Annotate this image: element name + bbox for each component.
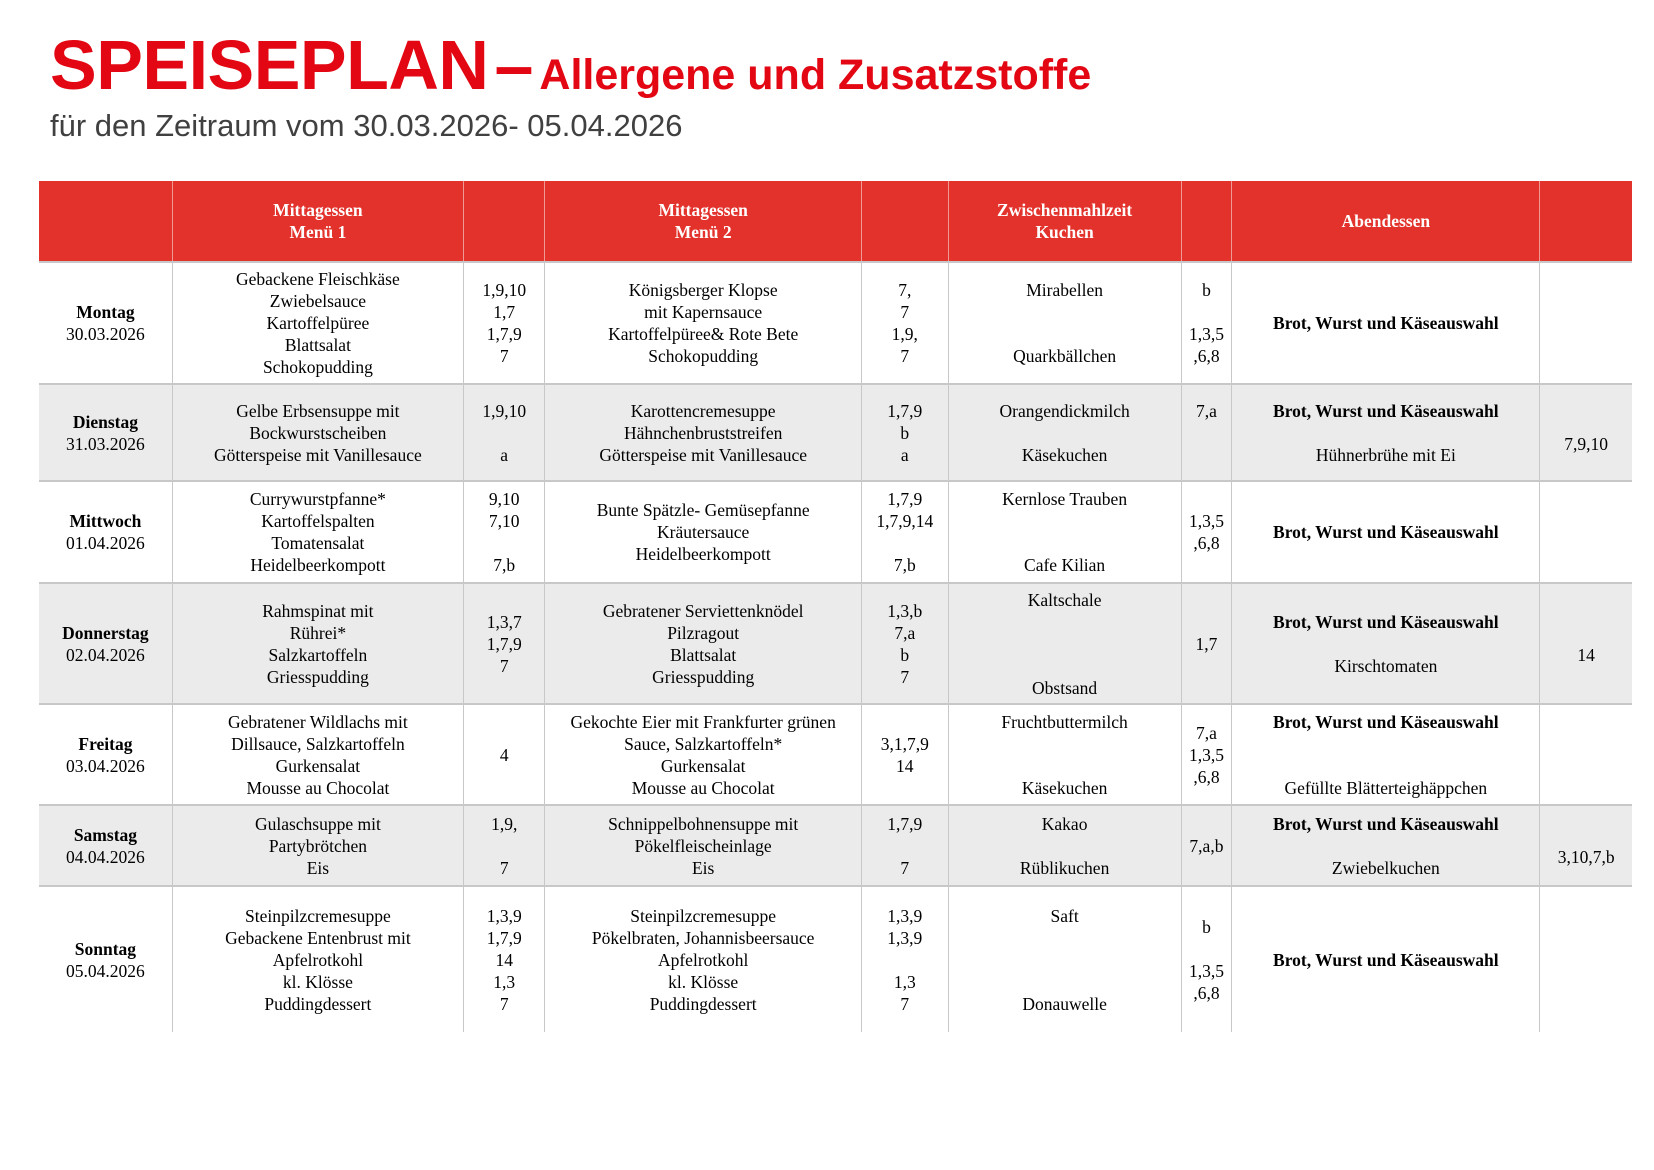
menu2-cell bbox=[545, 704, 861, 805]
menu1-codes-line: 7,b bbox=[493, 555, 516, 575]
menu1-codes-cell bbox=[463, 704, 545, 805]
menu1-line: Rührei* bbox=[289, 622, 347, 643]
menu2-cell bbox=[545, 481, 861, 583]
snack-cell bbox=[948, 583, 1181, 704]
menu2-line: Griesspudding bbox=[652, 666, 755, 687]
snack-codes-line bbox=[1186, 444, 1228, 466]
menu2-codes-cell bbox=[861, 481, 948, 583]
snack-codes-line: b bbox=[1202, 280, 1211, 300]
menu2-codes-line: 1,3,b bbox=[887, 600, 923, 621]
table-body bbox=[39, 262, 1632, 1032]
menu1-line: Bockwurstscheiben bbox=[249, 422, 387, 443]
snack-line bbox=[953, 733, 1177, 755]
menu2-line: kl. Klösse bbox=[668, 971, 739, 992]
menu2-line: Heidelbeerkompott bbox=[635, 544, 771, 564]
menu2-codes-cell bbox=[861, 805, 948, 886]
menu1-line: Tomatensalat bbox=[271, 533, 365, 553]
snack-cell bbox=[948, 384, 1181, 481]
snack-line bbox=[953, 611, 1177, 633]
dinner-line: Hühnerbrühe mit Ei bbox=[1315, 444, 1456, 465]
menu1-codes-cell bbox=[463, 481, 545, 583]
day-date: 04.04.2026 bbox=[66, 846, 145, 867]
dinner-codes-line: 3,10,7,b bbox=[1557, 846, 1615, 867]
menu1-codes-line bbox=[468, 422, 541, 444]
dinner-line: Brot, Wurst und Käseauswahl bbox=[1273, 949, 1499, 970]
snack-cell bbox=[948, 704, 1181, 805]
snack-cell bbox=[948, 805, 1181, 886]
menu1-codes-cell bbox=[463, 384, 545, 481]
menu2-line: mit Kapernsauce bbox=[644, 302, 763, 322]
dinner-codes-cell bbox=[1540, 583, 1632, 704]
menu1-line: Heidelbeerkompott bbox=[250, 555, 386, 575]
menu2-codes-line bbox=[866, 835, 944, 857]
dinner-line: Gefüllte Blätterteighäppchen bbox=[1284, 777, 1488, 798]
menu1-line: Gebratener Wildlachs mit bbox=[228, 711, 408, 732]
menu1-codes-line: 1,3 bbox=[493, 971, 516, 992]
snack-line: Kernlose Trauben bbox=[1002, 489, 1128, 509]
dinner-codes-cell bbox=[1540, 886, 1632, 1032]
snack-codes-line bbox=[1186, 301, 1228, 323]
header-dinner-codes bbox=[1540, 181, 1632, 262]
header-menu1-line2: Menü 1 bbox=[289, 222, 347, 242]
header-menu1-codes bbox=[463, 181, 545, 262]
snack-codes-line: 7,a bbox=[1195, 722, 1217, 743]
menu1-codes-line: 1,3,7 bbox=[486, 611, 522, 632]
menu2-line: Gekochte Eier mit Frankfurter grünen bbox=[570, 711, 836, 732]
menu1-line: kl. Klösse bbox=[282, 971, 353, 992]
snack-codes-line: 1,3,5 bbox=[1188, 744, 1224, 765]
title-block bbox=[50, 26, 1092, 144]
day-cell bbox=[39, 704, 172, 805]
menu2-line: Hähnchenbruststreifen bbox=[623, 422, 783, 443]
snack-codes-cell bbox=[1181, 583, 1232, 704]
header-day bbox=[39, 181, 172, 262]
menu1-codes-line: 1,9, bbox=[491, 813, 518, 834]
menu2-line: Puddingdessert bbox=[649, 993, 757, 1014]
snack-codes-cell bbox=[1181, 886, 1232, 1032]
menu1-line: Partybrötchen bbox=[268, 835, 367, 856]
menu1-line: Gulaschsuppe mit bbox=[254, 813, 381, 834]
menu1-line: Gebackene Entenbrust mit bbox=[225, 927, 411, 948]
snack-line bbox=[953, 655, 1177, 677]
menu-table bbox=[39, 181, 1632, 1032]
snack-line: Obstsand bbox=[1032, 677, 1098, 698]
menu2-cell bbox=[545, 886, 861, 1032]
day-name: Samstag bbox=[73, 824, 138, 845]
menu2-cell bbox=[545, 262, 861, 384]
snack-line: Quarkbällchen bbox=[1013, 346, 1117, 366]
menu1-line: Griesspudding bbox=[266, 666, 369, 687]
menu1-line: Götterspeise mit Vanillesauce bbox=[214, 444, 422, 465]
snack-line bbox=[953, 927, 1177, 949]
dinner-cell bbox=[1232, 262, 1540, 384]
menu1-cell bbox=[172, 262, 463, 384]
table-row bbox=[39, 886, 1632, 1032]
menu2-line: Apfelrotkohl bbox=[657, 949, 749, 970]
menu2-codes-line: 7 bbox=[900, 993, 910, 1014]
snack-codes-line: ,6,8 bbox=[1193, 533, 1220, 553]
snack-line: Cafe Kilian bbox=[1024, 555, 1106, 575]
menu2-codes-line: 7 bbox=[900, 346, 910, 366]
menu2-cell bbox=[545, 384, 861, 481]
menu1-cell bbox=[172, 704, 463, 805]
period-text: für den Zeitraum vom 30.03.2026- 05.04.2026 bbox=[50, 108, 683, 143]
menu2-codes-line: 7,a bbox=[894, 622, 916, 643]
header-menu2-line1: Mittagessen bbox=[658, 200, 748, 220]
dinner-codes-line bbox=[1544, 622, 1628, 644]
menu2-codes-line: 7 bbox=[900, 666, 910, 687]
menu2-line: Gebratener Serviettenknödel bbox=[602, 600, 804, 621]
menu1-codes-line: a bbox=[500, 444, 509, 465]
header-snack-codes bbox=[1181, 181, 1232, 262]
dinner-line bbox=[1236, 755, 1535, 777]
dinner-codes-cell bbox=[1540, 481, 1632, 583]
title-line bbox=[50, 26, 1092, 104]
dinner-line bbox=[1236, 733, 1535, 755]
header-menu1 bbox=[172, 181, 463, 262]
table-row bbox=[39, 384, 1632, 481]
snack-line bbox=[953, 755, 1177, 777]
dinner-codes-cell bbox=[1540, 805, 1632, 886]
menu1-codes-line: 7,10 bbox=[488, 511, 520, 531]
snack-codes-line: 1,3,5 bbox=[1188, 324, 1224, 344]
day-cell bbox=[39, 583, 172, 704]
snack-codes-line: ,6,8 bbox=[1193, 982, 1220, 1003]
snack-line bbox=[953, 301, 1177, 323]
menu2-line: Schnippelbohnensuppe mit bbox=[608, 813, 799, 834]
snack-codes-cell bbox=[1181, 262, 1232, 384]
menu1-codes-line: 1,7,9 bbox=[486, 927, 522, 948]
dinner-codes-line bbox=[1544, 521, 1628, 543]
header-snack-line2: Kuchen bbox=[1035, 222, 1094, 242]
menu1-codes-line: 7 bbox=[499, 993, 509, 1014]
menu1-codes-cell bbox=[463, 886, 545, 1032]
menu2-codes-cell bbox=[861, 704, 948, 805]
menu2-line: Pökelfleischeinlage bbox=[634, 835, 772, 856]
table-header-row bbox=[39, 181, 1632, 262]
menu2-line: Steinpilzcremesuppe bbox=[630, 905, 777, 926]
dinner-line bbox=[1236, 835, 1535, 857]
dinner-codes-line bbox=[1544, 824, 1628, 846]
dinner-line: Brot, Wurst und Käseauswahl bbox=[1273, 711, 1499, 732]
snack-codes-line bbox=[1186, 938, 1228, 960]
day-cell bbox=[39, 262, 172, 384]
dinner-codes-line bbox=[1544, 411, 1628, 433]
menu1-line: Mousse au Chocolat bbox=[246, 777, 390, 798]
snack-codes-line: b bbox=[1202, 916, 1211, 937]
menu2-line: Kräutersauce bbox=[657, 522, 750, 542]
menu1-codes-line: 1,9,10 bbox=[482, 280, 527, 300]
menu1-codes-line: 1,7,9 bbox=[486, 324, 522, 344]
menu1-line: Dillsauce, Salzkartoffeln bbox=[231, 733, 405, 754]
table-row bbox=[39, 805, 1632, 886]
menu2-codes-line bbox=[866, 532, 944, 554]
day-name: Sonntag bbox=[74, 938, 137, 959]
menu1-cell bbox=[172, 886, 463, 1032]
menu1-codes-line: 4 bbox=[499, 744, 509, 765]
day-name: Mittwoch bbox=[69, 511, 142, 531]
page-title: SPEISEPLAN bbox=[50, 26, 489, 104]
snack-line bbox=[953, 323, 1177, 345]
dinner-cell bbox=[1232, 704, 1540, 805]
menu1-codes-line: 9,10 bbox=[488, 489, 520, 509]
day-date: 31.03.2026 bbox=[66, 433, 145, 454]
menu1-line: Salzkartoffeln bbox=[268, 644, 368, 665]
snack-line: Saft bbox=[1050, 905, 1079, 926]
menu1-line: Eis bbox=[306, 857, 330, 878]
menu1-codes-line bbox=[468, 835, 541, 857]
snack-codes-cell bbox=[1181, 384, 1232, 481]
menu2-cell bbox=[545, 583, 861, 704]
table-row bbox=[39, 704, 1632, 805]
menu2-codes-line: 14 bbox=[896, 755, 914, 776]
day-date: 02.04.2026 bbox=[66, 644, 145, 665]
menu2-line: Sauce, Salzkartoffeln* bbox=[624, 733, 783, 754]
dinner-codes-line: 7,9,10 bbox=[1564, 433, 1609, 454]
snack-codes-cell bbox=[1181, 805, 1232, 886]
snack-line: Donauwelle bbox=[1022, 993, 1107, 1014]
snack-codes-line: 7,a bbox=[1195, 400, 1217, 421]
snack-codes-line: 1,3,5 bbox=[1188, 960, 1224, 981]
dinner-cell bbox=[1232, 805, 1540, 886]
snack-codes-line: 1,7 bbox=[1195, 633, 1218, 654]
day-cell bbox=[39, 805, 172, 886]
menu1-codes-line: 1,7 bbox=[493, 302, 516, 322]
header-dinner-label: Abendessen bbox=[1341, 211, 1431, 231]
snack-line: Rüblikuchen bbox=[1019, 857, 1110, 878]
snack-line: Kaltschale bbox=[1027, 589, 1102, 610]
header-menu2 bbox=[545, 181, 861, 262]
table-row bbox=[39, 262, 1632, 384]
dinner-line bbox=[1236, 633, 1535, 655]
snack-codes-cell bbox=[1181, 704, 1232, 805]
menu2-codes-line: 7,b bbox=[893, 555, 916, 575]
dinner-codes-cell bbox=[1540, 704, 1632, 805]
dinner-codes-line bbox=[1544, 744, 1628, 766]
dinner-cell bbox=[1232, 886, 1540, 1032]
menu2-codes-line: b bbox=[900, 644, 910, 665]
day-date: 30.03.2026 bbox=[66, 324, 145, 344]
menu2-codes-cell bbox=[861, 583, 948, 704]
menu2-line: Pökelbraten, Johannisbeersauce bbox=[591, 927, 815, 948]
menu1-line: Gurkensalat bbox=[275, 755, 361, 776]
menu2-line: Eis bbox=[691, 857, 715, 878]
dinner-line bbox=[1236, 422, 1535, 444]
menu2-codes-line: 7 bbox=[900, 857, 910, 878]
menu2-line: Schokopudding bbox=[648, 346, 759, 366]
day-date: 01.04.2026 bbox=[66, 533, 145, 553]
day-name: Montag bbox=[76, 302, 135, 322]
menu2-line: Pilzragout bbox=[667, 622, 740, 643]
menu1-line: Puddingdessert bbox=[264, 993, 372, 1014]
menu1-codes-line: 7 bbox=[499, 346, 509, 366]
menu2-line: Blattsalat bbox=[670, 644, 737, 665]
day-cell bbox=[39, 886, 172, 1032]
snack-line bbox=[953, 949, 1177, 971]
snack-line bbox=[953, 971, 1177, 993]
header-dinner bbox=[1232, 181, 1540, 262]
snack-codes-line: ,6,8 bbox=[1193, 346, 1220, 366]
menu1-line: Blattsalat bbox=[284, 335, 351, 355]
title-dash: – bbox=[494, 26, 534, 104]
dinner-cell bbox=[1232, 583, 1540, 704]
menu2-codes-line: 1,7,9 bbox=[887, 400, 923, 421]
snack-line: Mirabellen bbox=[1026, 280, 1103, 300]
dinner-codes-cell bbox=[1540, 384, 1632, 481]
snack-cell bbox=[948, 262, 1181, 384]
snack-line bbox=[953, 422, 1177, 444]
menu1-codes-line bbox=[468, 532, 541, 554]
dinner-line: Brot, Wurst und Käseauswahl bbox=[1273, 611, 1499, 632]
menu1-line: Zwiebelsauce bbox=[269, 291, 366, 311]
day-name: Dienstag bbox=[72, 411, 138, 432]
day-cell bbox=[39, 481, 172, 583]
snack-cell bbox=[948, 481, 1181, 583]
day-cell bbox=[39, 384, 172, 481]
menu2-codes-line: 1,3 bbox=[893, 971, 916, 992]
menu1-codes-cell bbox=[463, 805, 545, 886]
menu1-cell bbox=[172, 583, 463, 704]
menu1-line: Rahmspinat mit bbox=[262, 600, 374, 621]
menu2-line: Götterspeise mit Vanillesauce bbox=[599, 444, 808, 465]
snack-line: Orangendickmilch bbox=[999, 400, 1130, 421]
snack-line: Käsekuchen bbox=[1021, 777, 1108, 798]
menu2-line: Kartoffelpüree& Rote Bete bbox=[608, 324, 799, 344]
menu1-codes-line: 7 bbox=[499, 857, 509, 878]
dinner-codes-cell bbox=[1540, 262, 1632, 384]
menu1-line: Kartoffelpüree bbox=[266, 313, 370, 333]
menu2-cell bbox=[545, 805, 861, 886]
day-name: Freitag bbox=[78, 733, 133, 754]
day-date: 05.04.2026 bbox=[66, 960, 145, 981]
dinner-codes-line bbox=[1544, 312, 1628, 334]
snack-line bbox=[953, 532, 1177, 554]
menu2-codes-line: 1,3,9 bbox=[887, 905, 923, 926]
menu2-codes-line: 1,7,9 bbox=[887, 489, 923, 509]
snack-line: Kakao bbox=[1041, 813, 1088, 834]
snack-cell bbox=[948, 886, 1181, 1032]
menu2-codes-line: 7 bbox=[900, 302, 910, 322]
dinner-line: Kirschtomaten bbox=[1334, 655, 1438, 676]
menu2-codes-line: 1,9, bbox=[891, 324, 918, 344]
menu1-codes-line: 1,9,10 bbox=[482, 400, 527, 421]
menu1-codes-line: 1,7,9 bbox=[486, 633, 522, 654]
menu1-line: Kartoffelspalten bbox=[261, 511, 375, 531]
menu1-line: Steinpilzcremesuppe bbox=[245, 905, 391, 926]
menu1-cell bbox=[172, 805, 463, 886]
dinner-line: Zwiebelkuchen bbox=[1331, 857, 1440, 878]
day-date: 03.04.2026 bbox=[66, 755, 145, 776]
menu1-line: Gebackene Fleischkäse bbox=[236, 269, 400, 289]
menu2-codes-line bbox=[866, 949, 944, 971]
menu2-line: Königsberger Klopse bbox=[628, 280, 778, 300]
dinner-line: Brot, Wurst und Käseauswahl bbox=[1273, 522, 1499, 542]
menu2-codes-line: 7, bbox=[898, 280, 912, 300]
menu1-line: Apfelrotkohl bbox=[272, 949, 364, 970]
dinner-line: Brot, Wurst und Käseauswahl bbox=[1273, 313, 1499, 333]
snack-line: Fruchtbuttermilch bbox=[1001, 711, 1128, 732]
table-row bbox=[39, 583, 1632, 704]
day-name: Donnerstag bbox=[62, 622, 149, 643]
menu1-codes-line: 7 bbox=[499, 655, 509, 676]
menu2-codes-line: 1,3,9 bbox=[887, 927, 923, 948]
menu1-codes-cell bbox=[463, 583, 545, 704]
menu2-codes-line: a bbox=[900, 444, 909, 465]
menu2-codes-line: 3,1,7,9 bbox=[880, 733, 929, 754]
menu1-codes-line: 14 bbox=[495, 949, 513, 970]
menu1-cell bbox=[172, 384, 463, 481]
snack-codes-cell bbox=[1181, 481, 1232, 583]
menu1-line: Gelbe Erbsensuppe mit bbox=[236, 400, 400, 421]
menu2-line: Karottencremesuppe bbox=[630, 400, 776, 421]
header-menu2-line2: Menü 2 bbox=[674, 222, 732, 242]
page-subtitle: Allergene und Zusatzstoffe bbox=[539, 51, 1092, 99]
menu1-line: Currywurstpfanne* bbox=[249, 489, 386, 509]
header-snack bbox=[948, 181, 1181, 262]
menu2-line: Gurkensalat bbox=[660, 755, 746, 776]
menu2-codes-line: b bbox=[900, 422, 910, 443]
dinner-codes-line bbox=[1544, 949, 1628, 971]
dinner-cell bbox=[1232, 481, 1540, 583]
snack-line bbox=[953, 835, 1177, 857]
snack-codes-line: ,6,8 bbox=[1193, 766, 1220, 787]
menu2-line: Mousse au Chocolat bbox=[631, 777, 775, 798]
header-menu1-line1: Mittagessen bbox=[273, 200, 363, 220]
header-snack-line1: Zwischenmahlzeit bbox=[997, 200, 1133, 220]
snack-codes-line bbox=[1186, 422, 1228, 444]
dinner-codes-line: 14 bbox=[1577, 644, 1595, 665]
snack-line: Käsekuchen bbox=[1021, 444, 1108, 465]
dinner-line: Brot, Wurst und Käseauswahl bbox=[1273, 813, 1499, 834]
snack-line bbox=[953, 510, 1177, 532]
menu1-codes-line: 1,3,9 bbox=[486, 905, 522, 926]
menu1-cell bbox=[172, 481, 463, 583]
menu1-codes-cell bbox=[463, 262, 545, 384]
menu1-line: Schokopudding bbox=[262, 357, 373, 377]
snack-codes-line: 7,a,b bbox=[1189, 835, 1224, 856]
snack-codes-line: 1,3,5 bbox=[1188, 511, 1224, 531]
snack-line bbox=[953, 633, 1177, 655]
menu2-codes-line: 1,7,9,14 bbox=[876, 511, 934, 531]
dinner-line: Brot, Wurst und Käseauswahl bbox=[1273, 400, 1499, 421]
menu2-codes-line: 1,7,9 bbox=[887, 813, 923, 834]
header-menu2-codes bbox=[861, 181, 948, 262]
dinner-cell bbox=[1232, 384, 1540, 481]
menu2-codes-cell bbox=[861, 886, 948, 1032]
menu2-codes-cell bbox=[861, 262, 948, 384]
table-row bbox=[39, 481, 1632, 583]
menu2-codes-cell bbox=[861, 384, 948, 481]
menu2-line: Bunte Spätzle- Gemüsepfanne bbox=[596, 500, 810, 520]
